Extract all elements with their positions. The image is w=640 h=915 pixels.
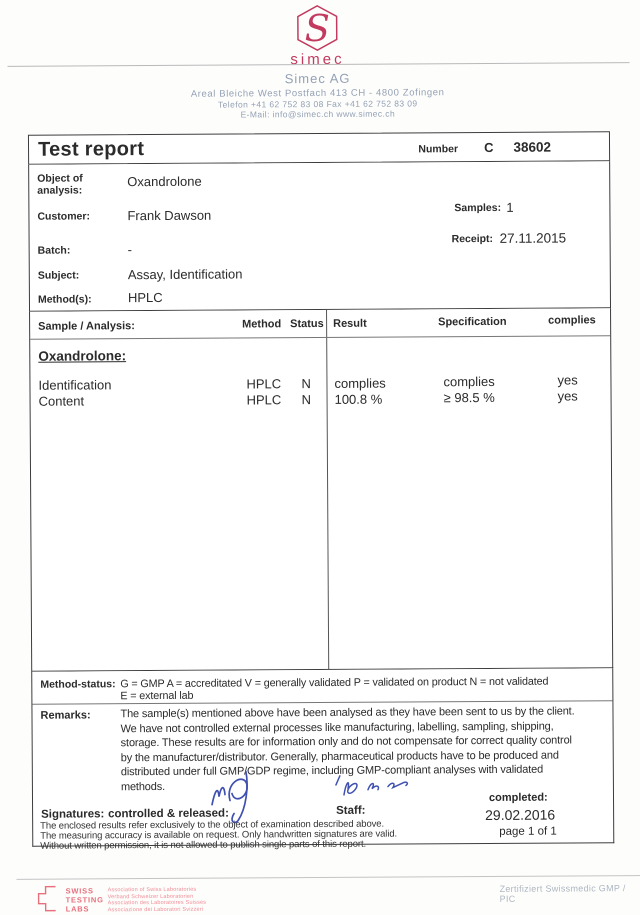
samples-value: 1 [506, 199, 514, 215]
labs-word-labs: LABS [65, 904, 90, 914]
simec-hexagon-logo-icon [287, 4, 347, 52]
samples-label: Samples: [454, 201, 502, 215]
disclaimer-line: The measuring accuracy is available on request. Only handwritten signatures are valid. [40, 828, 398, 842]
number-label: Number [418, 142, 459, 155]
receipt-value: 27.11.2015 [499, 230, 567, 246]
customer-value: Frank Dawson [127, 207, 212, 224]
row-result: 100.8 % [334, 391, 383, 407]
remarks-line: distributed under full GMP/GDP regime, including GMP-compliant analyses with validated [120, 763, 544, 779]
methods-value: HPLC [127, 289, 163, 306]
col-header-sample: Sample / Analysis: [38, 320, 135, 333]
disclaimer-line: The enclosed results refer exclusively to the object of examination described above. [40, 818, 385, 832]
row-status: N [301, 376, 311, 392]
col-header-status: Status [290, 317, 324, 331]
swiss-cross-icon [36, 884, 62, 914]
receipt-label: Receipt: [451, 232, 494, 246]
table-header-rule [30, 335, 610, 340]
report-number [418, 139, 609, 155]
remarks-line: storage. These results are for information only and do not compensate for correct quality control [120, 734, 572, 750]
subject-label: Subject: [37, 269, 80, 282]
letterhead-company: Simec AG [284, 70, 351, 87]
row-specification: ≥ 98.5 % [443, 389, 495, 406]
batch-value: - [127, 242, 133, 258]
swiss-testing-labs-logo [36, 883, 104, 913]
col-header-method: Method [242, 318, 282, 331]
col-header-specification: Specification [438, 315, 507, 329]
row-complies: yes [557, 388, 578, 404]
object-value: Oxandrolone [127, 173, 202, 190]
controlled-released-signature [208, 768, 274, 826]
staff-label: Staff: [336, 804, 366, 817]
result-column-divider [326, 310, 329, 669]
simec-logo-wordmark: simec [290, 50, 345, 69]
footer-divider [16, 875, 640, 880]
footer-section [31, 668, 614, 852]
simec-logo [0, 2, 638, 70]
results-table [29, 308, 613, 672]
row-analysis: Identification [38, 377, 112, 393]
labs-wordmark [66, 886, 104, 913]
remarks-line: We have not controlled external processes like manufacturing, labelling, sampling, shipping, [120, 720, 554, 735]
number-value: 38602 [513, 139, 552, 155]
row-analysis: Content [38, 393, 85, 409]
sample-group-name: Oxandrolone: [38, 348, 127, 364]
method-status-label: Method-status: [40, 678, 116, 691]
remarks-line: methods. [120, 780, 166, 793]
labs-word-testing: TESTING [65, 895, 104, 905]
remarks-label: Remarks: [40, 709, 91, 722]
col-header-complies: complies [548, 314, 596, 327]
association-line: Association des Laboratoires Suisses [107, 899, 207, 907]
labs-word-swiss: SWISS [65, 886, 94, 896]
batch-label: Batch: [37, 244, 71, 257]
letterhead-email: E-Mail: info@simec.ch www.simec.ch [240, 108, 396, 120]
labs-associations [108, 887, 207, 914]
remarks-line: The sample(s) mentioned above have been analysed as they have been sent to us by the client. [120, 705, 575, 721]
subject-value: Assay, Identification [127, 266, 243, 283]
row-status: N [301, 392, 312, 408]
customer-label: Customer: [37, 210, 90, 223]
svg-text:S: S [304, 6, 331, 51]
number-prefix: C [484, 139, 494, 155]
object-label: Object of analysis: [37, 172, 83, 197]
method-status-legend: G = GMP A = accreditated V = generally validated P = validated on product N = not validated [120, 675, 549, 691]
row-specification: complies [443, 373, 495, 390]
row-complies: yes [557, 372, 578, 388]
page-title: Test report [37, 137, 145, 161]
report-body [28, 131, 614, 852]
row-method: HPLC [246, 376, 282, 392]
disclaimer-line: Without written permission, it is not allowed to publish single parts of this report. [40, 838, 367, 852]
details-section [28, 161, 611, 312]
association-line: Associazione dei Laboratori Svizzeri [107, 906, 204, 913]
col-header-result: Result [333, 317, 367, 330]
completed-label: completed: [488, 791, 548, 804]
signatures-label: Signatures: [41, 808, 105, 821]
row-method: HPLC [246, 392, 282, 408]
letterhead-phone: Telefon +41 62 752 83 08 Fax +41 62 752 83 09 [217, 98, 418, 110]
letterhead-address: Areal Bleiche West Postfach 413 CH - 4800 Zofingen [190, 87, 445, 100]
row-result: complies [334, 375, 386, 391]
title-bar [28, 131, 610, 165]
association-line: Verband Schweizer Laboratorien [107, 893, 194, 900]
controlled-released-label: controlled & released: [108, 807, 229, 821]
association-line: Association of Swiss Laboratories [107, 886, 197, 894]
staff-signature [330, 772, 414, 803]
remarks-line: by the manufacturer/distributor. Generally, pharmaceutical products have to be produced and [120, 749, 559, 764]
methods-label: Method(s): [37, 293, 92, 306]
method-status-legend-2: E = external lab [120, 689, 194, 703]
certification-note: Zertifiziert Swissmedic GMP / PIC [499, 883, 626, 904]
page-number: page 1 of 1 [499, 825, 557, 838]
completed-date: 29.02.2016 [485, 806, 556, 823]
